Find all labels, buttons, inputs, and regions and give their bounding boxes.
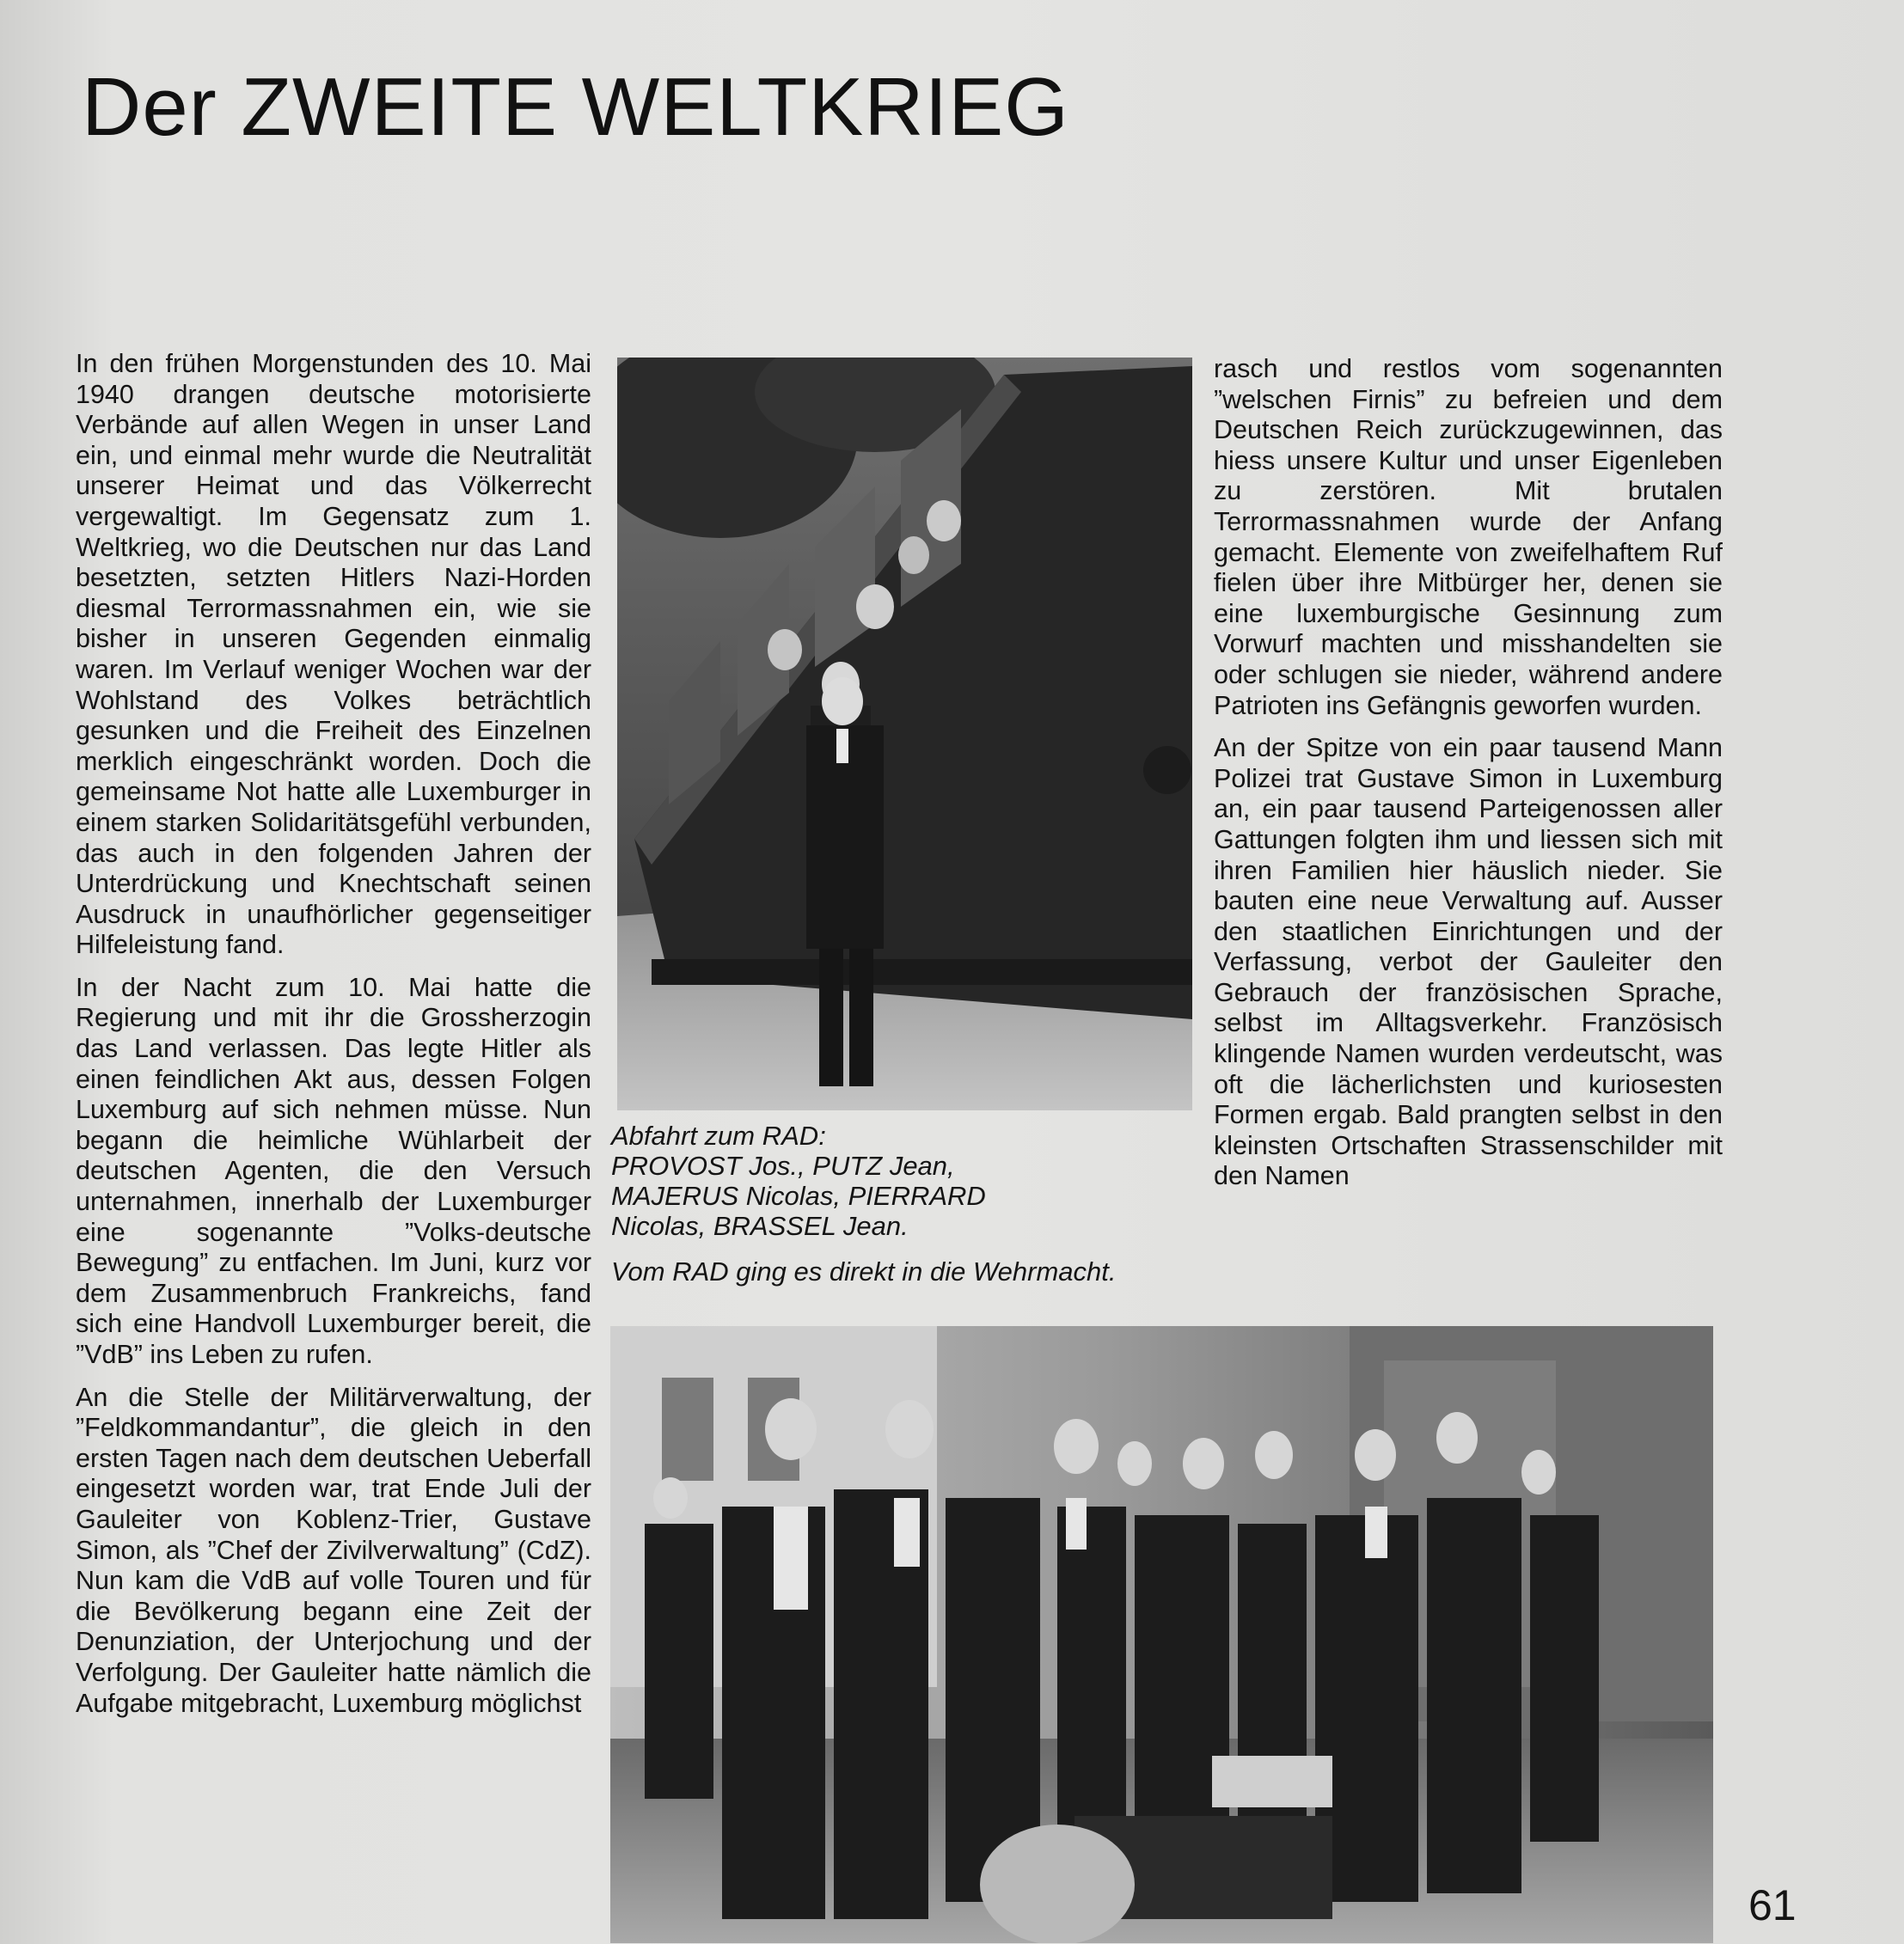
caption-line: Nicolas, BRASSEL Jean. bbox=[611, 1211, 909, 1241]
caption-line: PROVOST Jos., PUTZ Jean, bbox=[611, 1151, 955, 1181]
caption-text bbox=[611, 1121, 1127, 1241]
photo-train-departure bbox=[617, 358, 1192, 1110]
caption-note: Vom RAD ging es direkt in die Wehrmacht. bbox=[611, 1256, 1117, 1287]
paragraph: In den frühen Morgenstunden des 10. Mai 1940 drangen deutsche motorisierte Verbände auf allen Wegen in unser Land ein, und einmal mehr wurde die Neutralität unserer Heimat und das Völkerrecht vergewaltigt. Im Gegensatz zum 1. Weltkrieg, wo die Deutschen nur das Land besetzten, setzten Hitlers Nazi-Horden diesmal Terrormassnahmen ein, wie sie bisher in unseren Gegenden einmalig waren. Im Verlauf weniger Wochen war der Wohlstand des Volkes beträchtlich gesunken und die Freiheit des Einzelnen merklich eingeschränkt worden. Doch die gemeinsame Not hatte alle Luxemburger in einem starken Solidaritätsgefühl verbunden, das auch in den folgenden Jahren der Unterdrückung und Knechtschaft seinen Ausdruck in unaufhörlicher gegenseitiger Hilfeleistung fand. bbox=[76, 349, 591, 960]
paragraph: rasch und restlos vom sogenannten ”welschen Firnis” zu befreien und dem Deutschen Reich zurückzugewinnen, das hiess unsere Kultur und unser Eigenleben zu zerstören. Mit brutalen Terrormassnahmen wurde der Anfang gemacht. Elemente von zweifelhaftem Ruf fielen über ihre Mitbürger her, denen sie eine luxemburgische Gesinnung zum Vorwurf machten und misshandelten sie oder schlugen sie nieder, während andere Patrioten ins Gefängnis geworfen wurden. bbox=[1214, 354, 1723, 720]
caption-line: Abfahrt zum RAD: bbox=[611, 1121, 826, 1151]
page-title: Der ZWEITE WELTKRIEG bbox=[82, 61, 1069, 153]
paragraph: An die Stelle der Militärverwaltung, der ”Feldkommandantur”, die gleich in den ersten Tagen nach dem deutschen Ueberfall eingesetzt worden war, trat Ende Juli der Gauleiter von Koblenz-Trier, Gustave Simon, als ”Chef der Zivilverwaltung” (CdZ). Nun kam die VdB auf volle Touren und für die Bevölkerung begann eine Zeit der Denunziation, der Unterjochung und der Verfolgung. Der Gauleiter hatte nämlich die Aufgabe mitgebracht, Luxemburg möglichst bbox=[76, 1382, 591, 1718]
group-photo-illustration bbox=[610, 1326, 1713, 1943]
photo-group-of-men bbox=[610, 1326, 1713, 1943]
caption-line: MAJERUS Nicolas, PIERRARD bbox=[611, 1181, 986, 1211]
left-text-column bbox=[76, 349, 591, 1939]
train-photo-illustration bbox=[617, 358, 1192, 1110]
bleed-through-left bbox=[82, 155, 597, 327]
page-number: 61 bbox=[1748, 1881, 1797, 1929]
right-text-column bbox=[1214, 354, 1723, 1306]
bleed-through-right bbox=[1221, 82, 1719, 305]
photo-caption bbox=[611, 1121, 1127, 1302]
paragraph: In der Nacht zum 10. Mai hatte die Regierung und mit ihr die Grossherzogin das Land verlassen. Das legte Hitler als einen feindlichen Akt aus, dessen Folgen Luxemburg auf sich nehmen müsse. Nun begann die heimliche Wühlarbeit der deutschen Agenten, die den Versuch unternahmen, innerhalb der Luxemburger eine sogenannte ”Volks-deutsche Bewegung” zu entfachen. Im Juni, kurz vor dem Zusammenbruch Frankreichs, fand sich eine Handvoll Luxemburger bereit, die ”VdB” ins Leben zu rufen. bbox=[76, 972, 591, 1369]
paragraph: An der Spitze von ein paar tausend Mann Polizei trat Gustave Simon in Luxemburg an, ein paar tausend Parteigenossen aller Gattungen folgten ihm und liessen sich mit ihren Familien hier häuslich nieder. Sie bauten eine neue Verwaltung auf. Ausser den staatlichen Einrichtungen und der Verfassung, verbot der Gauleiter den Gebrauch der französischen Sprache, selbst im Alltagsverkehr. Französisch klingende Namen wurden verdeutscht, was oft die lächerlichsten und kuriosesten Formen ergab. Bald prangten selbst in den kleinsten Ortschaften Strassenschilder mit den Namen bbox=[1214, 733, 1723, 1191]
